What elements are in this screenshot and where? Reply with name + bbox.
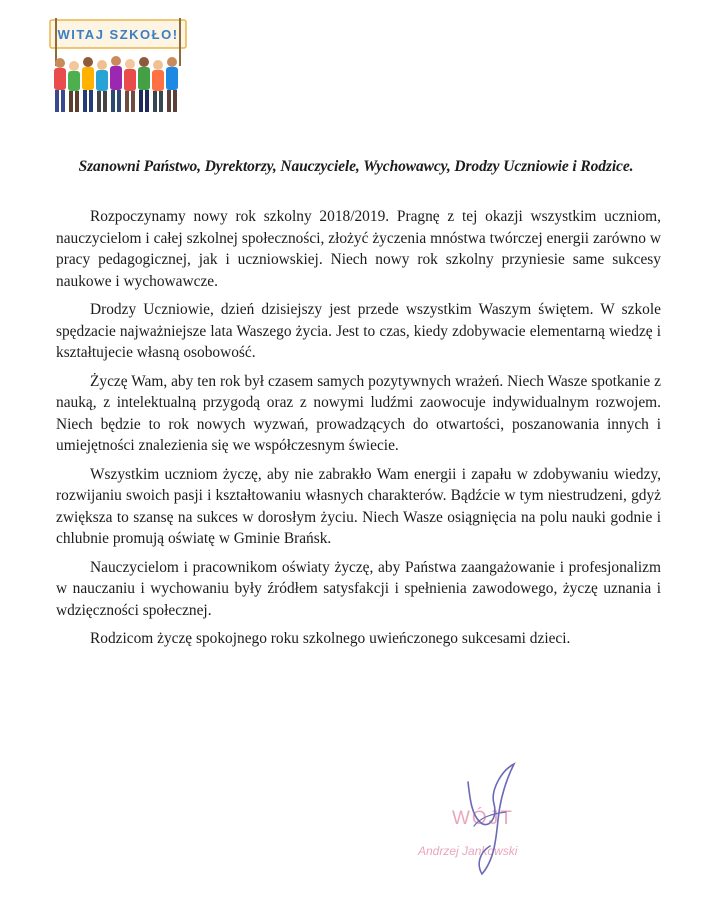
children-illustration	[54, 56, 178, 112]
paragraph: Rozpoczynamy nowy rok szkolny 2018/2019. Pragnę z tej okazji wszystkim uczniom, nauczycielom i całej szkolnej społeczności, złożyć życzenia mnóstwa twórczej energii zarówno w pracy pedagogicznej, jak i uczniowskiej. Niech nowy rok szkolny przyniesie same sukcesy naukowe i wychowawcze.	[56, 208, 661, 290]
letter-body	[56, 206, 661, 657]
signature-title: WÓJT	[452, 808, 514, 829]
paragraph: Drodzy Uczniowie, dzień dzisiejszy jest przede wszystkim Waszym świętem. W szkole spędzacie najważniejsze lata Waszego życia. Jest to czas, kiedy zdobywacie elementarną wiedzę i kształtujecie własną osobowość.	[56, 301, 661, 361]
witaj-szkolo-logo	[44, 6, 194, 121]
logo-banner-text: WITAJ SZKOŁO!	[57, 27, 179, 42]
salutation: Szanowni Państwo, Dyrektorzy, Nauczyciele, Wychowawcy, Drodzy Uczniowie i Rodzice.	[78, 158, 634, 175]
paragraph: Życzę Wam, aby ten rok był czasem samych pozytywnych wrażeń. Niech Wasze spotkanie z nauką, z intelektualną przygodą oraz z nowymi ludźmi zaowocuje indywidualnym rozwojem. Niech będzie to rok nowych wyzwań, prowadzących do otwartości, poszanowania innych i umiejętności znalezienia się we współczesnym świecie.	[56, 372, 661, 454]
handwritten-signature	[410, 760, 580, 880]
paragraph: Wszystkim uczniom życzę, aby nie zabrakło Wam energii i zapału w zdobywaniu wiedzy, rozwijaniu swoich pasji i kształtowaniu własnych charakterów. Bądźcie w tym niestrudzeni, gdyż zwiększa to szansę na sukces w dorosłym życiu. Niech Wasze osiągnięcia na polu nauki godnie i chlubnie promują oświatę w Gminie Brańsk.	[56, 465, 661, 547]
paragraph: Rodzicom życzę spokojnego roku szkolnego uwieńczonego sukcesami dzieci.	[90, 630, 571, 647]
signature-name: Andrzej Jankowski	[418, 844, 518, 858]
paragraph: Nauczycielom i pracownikom oświaty życzę, aby Państwa zaangażowanie i profesjonalizm w nauczaniu i wychowaniu były źródłem satysfakcji i spełnienia zawodowego, życzę uznania i wdzięczności społecznej.	[56, 558, 661, 619]
